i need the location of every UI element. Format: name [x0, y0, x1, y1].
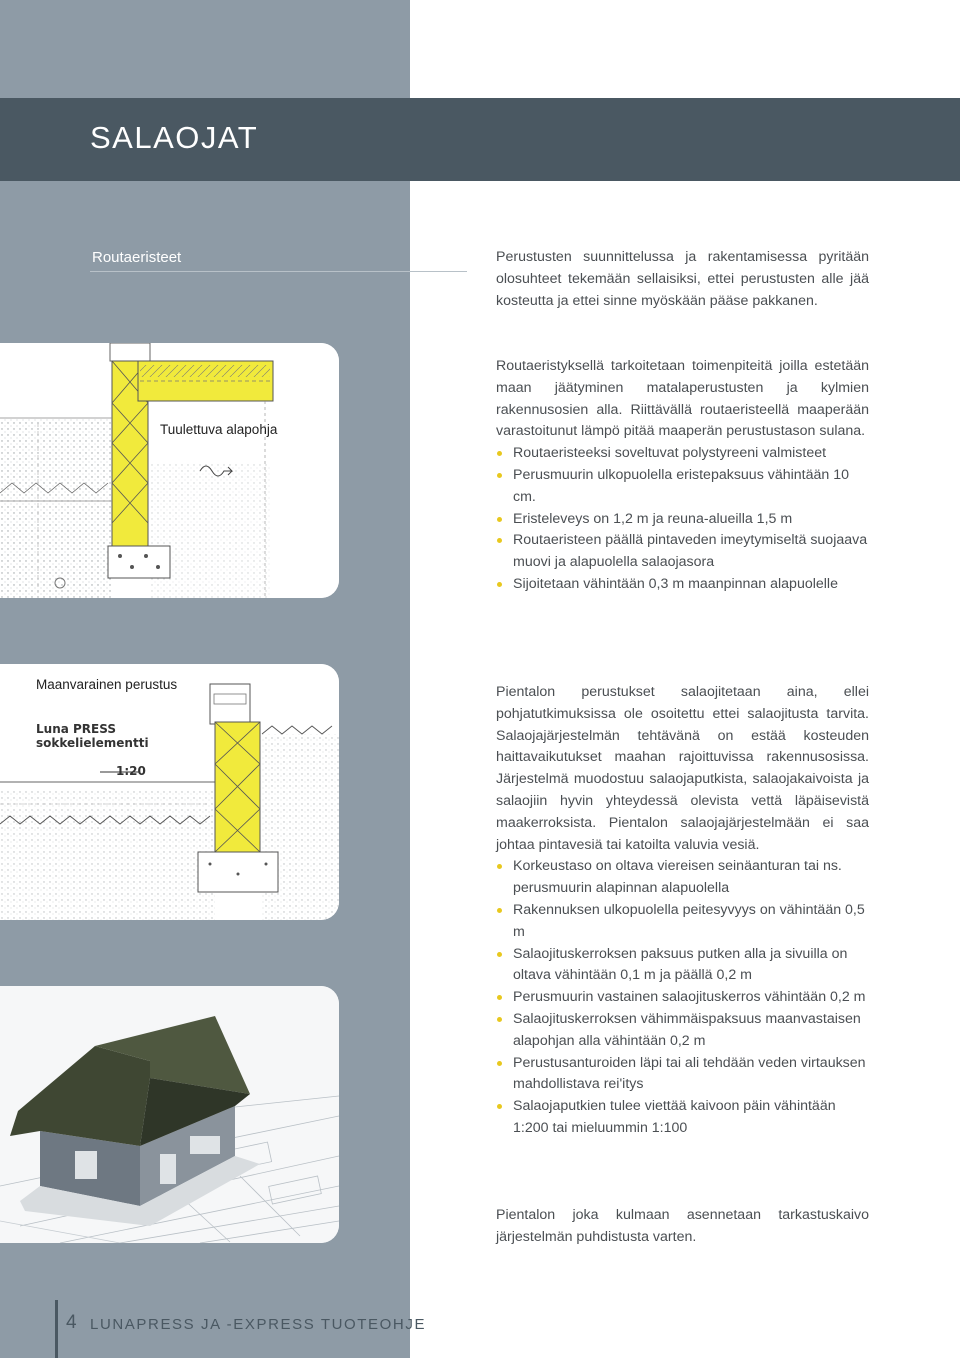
figure-1-caption: Tuulettuva alapohja [160, 422, 278, 437]
inspection-well-paragraph [496, 1205, 869, 1249]
figure-2-handwritten-product: Luna PRESS [36, 722, 116, 736]
figure-2-scale-label: 1:20 [116, 764, 146, 778]
figure-2-handwritten-element: sokkelielementti [36, 736, 149, 750]
intro-paragraph [496, 247, 869, 312]
paragraph-4: Pientalon joka kulmaan asennetaan tarkastuskaivo järjestelmän puhdistusta varten. [496, 1207, 869, 1245]
frost-insulation-section [496, 356, 869, 596]
foundation-drawing-1 [0, 343, 339, 598]
paragraph-1: Perustusten suunnittelussa ja rakentamisessa pyritään olosuhteet tekemään sellaisiksi, ettei perustusten alle jää kosteutta ja ettei sinne myöskään pääse pakkanen. [496, 249, 869, 309]
bullet-list-1 [496, 443, 869, 596]
section-label: Routaeristeet [92, 249, 182, 266]
figure-maanvarainen-perustus [0, 664, 339, 920]
house-illustration [0, 986, 339, 1243]
paragraph-2: Routaeristyksellä tarkoitetaan toimenpiteitä joilla estetään maan jäätyminen matalaperustusten ja kylmien rakennusosien alla. Riittävällä routaeristeellä maaperään varastoitunut lämpö pitää maaperän perustustason sulana. [496, 358, 869, 440]
list-item: Perusmuurin ulkopuolella eristepaksuus vähintään 10 cm. [496, 465, 869, 509]
paragraph-3: Pientalon perustukset salaojitetaan aina, ellei pohjatutkimuksissa ole osoitettu ettei salaojitusta tarvita. Salaojajärjestelmän tehtävänä on estää kosteuden haittavaikutukset maahan rajoittuvissa rakennusosissa. Järjestelmä muodostuu salaojaputkista, salaojakaivoista ja salaojiin hyvin yhteydessä olevista vettä läpäisevistä maakerroksista. Pientalon salaojajärjestelmään ei saa johtaa pintavesiä tai katoilta valuvia vesiä. [496, 684, 869, 853]
list-item: Rakennuksen ulkopuolella peitesyvyys on vähintään 0,5 m [496, 900, 869, 944]
list-item: Salaojaputkien tulee viettää kaivoon päin vähintään 1:200 tai mieluummin 1:100 [496, 1096, 869, 1140]
footer-marker [55, 1300, 58, 1358]
list-item: Perusmuurin vastainen salaojituskerros vähintään 0,2 m [496, 987, 869, 1009]
list-item: Salaojituskerroksen paksuus putken alla ja sivuilla on oltava vähintään 0,1 m ja päällä 0,2 m [496, 944, 869, 988]
page-number: 4 [66, 1312, 77, 1333]
list-item: Routaeristeeksi soveltuvat polystyreeni valmisteet [496, 443, 869, 465]
figure-tuulettuva-alapohja [0, 343, 339, 598]
figure-2-caption: Maanvarainen perustus [36, 677, 178, 692]
bullet-list-2 [496, 856, 869, 1139]
list-item: Sijoitetaan vähintään 0,3 m maanpinnan alapuolelle [496, 574, 869, 596]
list-item: Routaeristeen päällä pintaveden imeytymiseltä suojaava muovi ja alapuolella salaojasora [496, 530, 869, 574]
list-item: Korkeustaso on oltava viereisen seinäanturan tai ns. perusmuurin alapinnan alapuolella [496, 856, 869, 900]
list-item: Perustusanturoiden läpi tai ali tehdään veden virtauksen mahdollistava rei'itys [496, 1053, 869, 1097]
foundation-drawing-2 [0, 664, 339, 920]
page-title: SALAOJAT [90, 120, 259, 155]
footer-title: LUNAPRESS JA -EXPRESS TUOTEOHJE [90, 1316, 427, 1333]
section-divider [90, 271, 467, 272]
drainage-section [496, 682, 869, 1140]
list-item: Salaojituskerroksen vähimmäispaksuus maanvastaisen alapohjan alla vähintään 0,2 m [496, 1009, 869, 1053]
figure-house-model [0, 986, 339, 1243]
list-item: Eristeleveys on 1,2 m ja reuna-alueilla 1,5 m [496, 509, 869, 531]
